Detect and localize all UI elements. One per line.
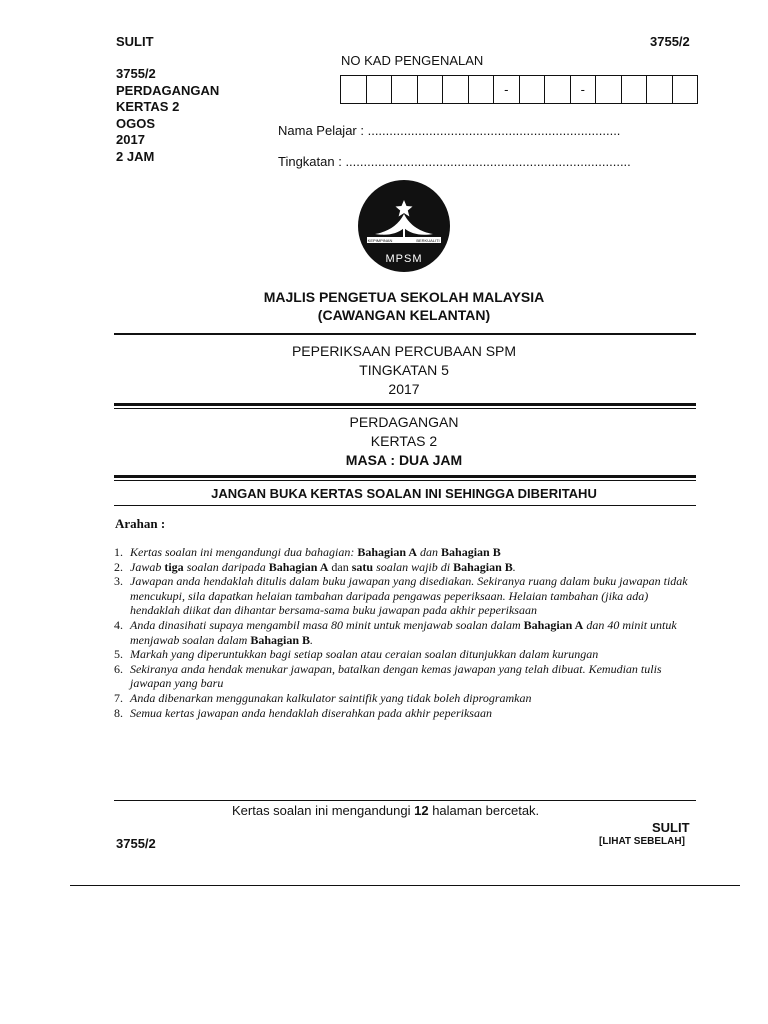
logo-banner-right: BERKUALITI: [416, 238, 440, 243]
instruction-fragment: soalan wajib di: [373, 559, 454, 574]
paper-info-line: 2017: [116, 132, 145, 147]
instruction-item: [114, 560, 696, 575]
instruction-fragment: dan: [417, 545, 442, 559]
ic-digit-box[interactable]: [341, 76, 367, 103]
instruction-text: [130, 574, 696, 618]
ic-digit-box[interactable]: [443, 76, 469, 103]
student-name-field[interactable]: Nama Pelajar : ......................................................................: [278, 123, 621, 138]
paper-info-line: KERTAS 2: [116, 99, 180, 114]
instruction-text: [130, 618, 696, 647]
instruction-fragment: Jawapan anda hendaklah ditulis dalam buku jawapan yang disediakan. Sekiranya ruang dalam buku jawapan tidak mencukupi, sila dapatkan helaian tambahan daripada pengawas peperiksaan. Helaian tambahan (jika ada) hendaklah diikat dan dihantar bersama-sama buku jawapan pada akhir peperiksaan: [130, 574, 688, 618]
paper-info-block: [116, 66, 219, 165]
page-edge-line: [70, 885, 740, 886]
divider: [114, 475, 696, 478]
instruction-item: [114, 706, 696, 721]
ic-separator: -: [494, 76, 520, 103]
instruction-fragment: tiga: [164, 559, 184, 574]
instruction-fragment: Sekiranya anda hendak menukar jawapan, batalkan dengan kemas jawapan yang telah dibuat. Kemudian tulis jawapan yang baru: [130, 661, 662, 691]
instruction-item: [114, 691, 696, 706]
instruction-fragment: Bahagian B: [441, 545, 501, 559]
mpsm-logo: [353, 178, 455, 274]
next-page-note: [LIHAT SEBELAH]: [599, 836, 685, 847]
paper-info-line: OGOS: [116, 115, 156, 131]
instruction-fragment: Bahagian A: [357, 545, 418, 559]
divider: [114, 333, 696, 335]
sulit-label-bottom: SULIT: [652, 820, 690, 835]
instruction-number: 7.: [114, 690, 123, 705]
instruction-fragment: Anda dinasihati supaya mengambil masa 80 minit untuk menjawab soalan dalam: [130, 617, 524, 632]
instruction-fragment: Bahagian A: [523, 617, 584, 632]
instruction-fragment: Bahagian A: [268, 559, 329, 574]
instruction-fragment: dan: [328, 559, 352, 574]
divider: [114, 800, 696, 801]
class-field[interactable]: Tingkatan : ...............................................................................: [278, 154, 631, 169]
instruction-item: [114, 574, 696, 618]
instruction-fragment: soalan daripada: [183, 559, 269, 574]
instruction-fragment: Jawab: [130, 559, 165, 574]
instruction-number: 1.: [114, 545, 123, 559]
ic-separator: -: [571, 76, 597, 103]
instruction-number: 6.: [114, 661, 123, 676]
instruction-fragment: dan 40 minit untuk menjawab soalan dalam: [130, 617, 677, 647]
paper-info-line: 3755/2: [116, 66, 156, 81]
council-branch: (CAWANGAN KELANTAN): [317, 307, 491, 323]
paper-code-top: 3755/2: [650, 34, 690, 49]
instruction-item: [114, 647, 696, 662]
exam-duration: MASA : DUA JAM: [345, 452, 463, 468]
instruction-fragment: Kertas soalan ini mengandungi dua bahagian:: [130, 545, 358, 559]
instruction-fragment: Bahagian B: [453, 559, 513, 574]
instruction-number: 8.: [114, 705, 123, 720]
paper-code-bottom: 3755/2: [116, 836, 156, 851]
page-count-note: [232, 803, 539, 818]
ic-digit-box[interactable]: [622, 76, 648, 103]
logo-banner-left: KEPIMPINAN: [367, 238, 393, 243]
page-count: 12: [414, 803, 429, 818]
ic-digit-box[interactable]: [673, 76, 698, 103]
logo-text: MPSM: [385, 253, 423, 265]
paper-info-line: PERDAGANGAN: [116, 82, 220, 98]
instruction-number: 4.: [114, 617, 123, 632]
ic-number-boxes[interactable]: [340, 75, 698, 104]
page-count-suffix: halaman bercetak.: [428, 803, 540, 818]
exam-title: PEPERIKSAAN PERCUBAAN SPM: [291, 343, 517, 359]
divider: [114, 408, 696, 409]
sulit-label: SULIT: [116, 34, 154, 49]
instruction-item: [114, 618, 696, 647]
page-count-prefix: Kertas soalan ini mengandungi: [232, 803, 415, 818]
paper-info-line: 2 JAM: [116, 148, 155, 164]
divider: [114, 505, 696, 506]
ic-digit-box[interactable]: [367, 76, 393, 103]
instruction-fragment: Anda dibenarkan menggunakan kalkulator saintifik yang tidak boleh diprogramkan: [130, 690, 532, 705]
exam-level: TINGKATAN 5: [359, 362, 449, 378]
instruction-text: [130, 647, 696, 662]
instruction-fragment: Semua kertas jawapan anda hendaklah diserahkan pada akhir peperiksaan: [130, 705, 492, 720]
instruction-text: [130, 545, 696, 560]
instruction-fragment: Markah yang diperuntukkan bagi setiap soalan atau ceraian soalan ditunjukkan dalam kurungan: [130, 647, 599, 662]
subject-name: PERDAGANGAN: [349, 414, 459, 430]
ic-label: NO KAD PENGENALAN: [341, 53, 484, 68]
instruction-text: [130, 560, 696, 575]
ic-digit-box[interactable]: [418, 76, 444, 103]
divider: [114, 480, 696, 481]
ic-digit-box[interactable]: [469, 76, 495, 103]
instructions-list: [114, 545, 696, 720]
warning-text: JANGAN BUKA KERTAS SOALAN INI SEHINGGA DIBERITAHU: [211, 486, 597, 501]
ic-digit-box[interactable]: [647, 76, 673, 103]
exam-year: 2017: [388, 381, 420, 397]
instruction-number: 2.: [114, 559, 123, 574]
instruction-fragment: .: [310, 632, 314, 647]
ic-digit-box[interactable]: [596, 76, 622, 103]
divider: [114, 403, 696, 406]
instruction-fragment: .: [512, 559, 516, 574]
instruction-text: [130, 662, 696, 691]
instruction-item: [114, 545, 696, 560]
instruction-item: [114, 662, 696, 691]
council-name: MAJLIS PENGETUA SEKOLAH MALAYSIA: [263, 289, 545, 305]
ic-digit-box[interactable]: [545, 76, 571, 103]
instruction-fragment: Bahagian B: [250, 632, 311, 647]
instruction-number: 3.: [114, 574, 123, 589]
instructions-heading: Arahan :: [115, 516, 166, 531]
instruction-number: 5.: [114, 647, 123, 662]
ic-digit-box[interactable]: [520, 76, 546, 103]
instruction-text: [130, 706, 696, 721]
instruction-text: [130, 691, 696, 706]
instruction-fragment: satu: [351, 559, 374, 574]
ic-digit-box[interactable]: [392, 76, 418, 103]
paper-number: KERTAS 2: [370, 433, 438, 449]
